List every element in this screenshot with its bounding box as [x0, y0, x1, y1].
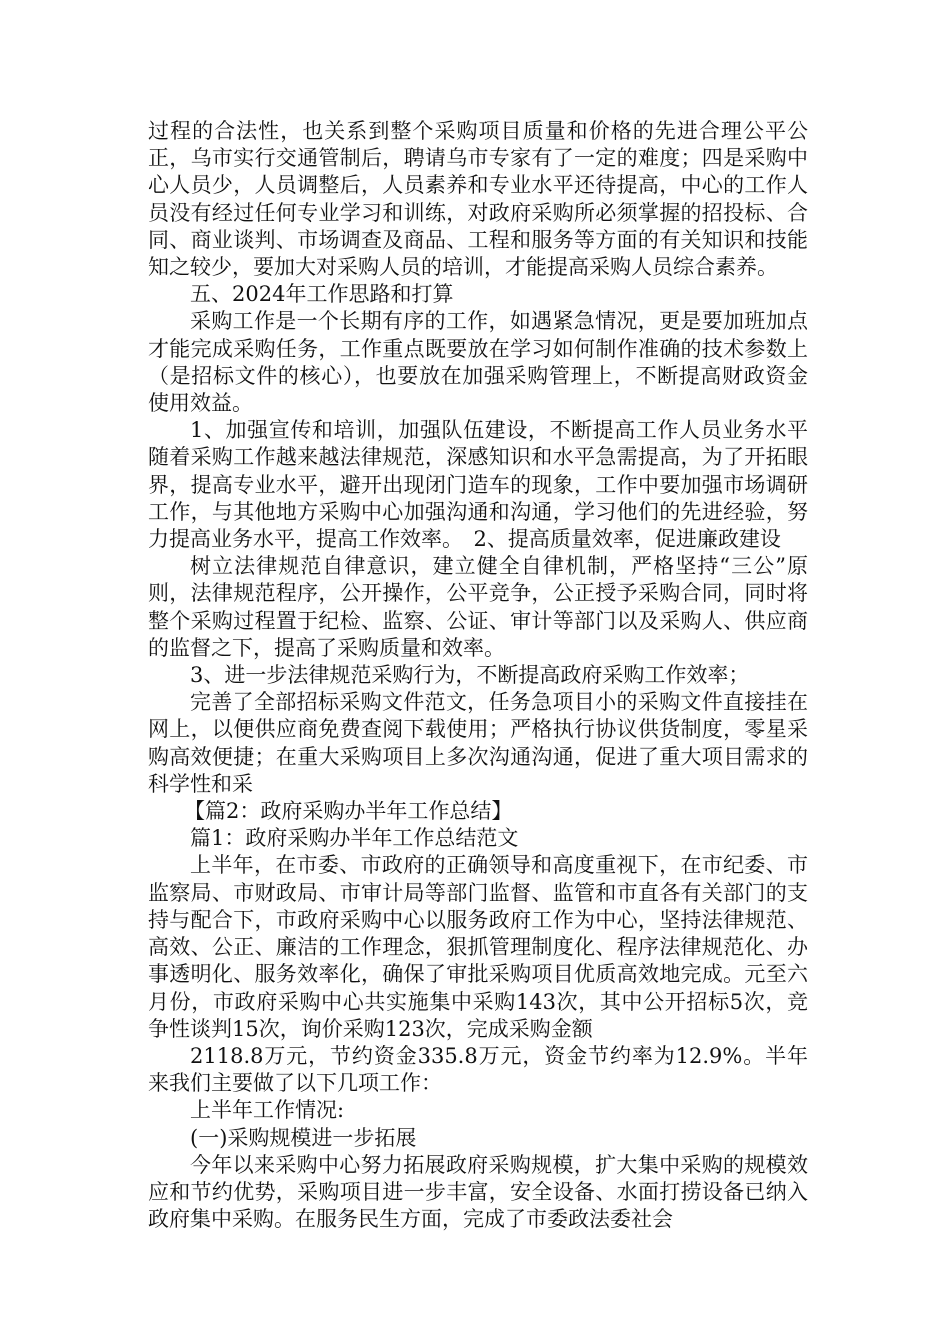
chapter-subheading-1: 篇1：政府采购办半年工作总结范文 [190, 826, 519, 851]
document-body [148, 118, 808, 1233]
section-heading-five: 五、2024年工作思路和打算 [190, 282, 454, 307]
paragraph-continuation: 过程的合法性，也关系到整个采购项目质量和价格的先进合理公平公正，乌市实行交通管制后，聘请乌市专家有了一定的难度；四是采购中心人员少，人员调整后，人员素养和专业水平还待提高，中心的工作人员没有经过任何专业学习和训练，对政府采购所必须掌握的招投标、合同、商业谈判、市场调查及商品、工程和服务等方面的有关知识和技能知之较少，要加大对采购人员的培训，才能提高采购人员综合素养。 [148, 119, 808, 280]
paragraph-first-half: 上半年，在市委、市政府的正确领导和高度重视下，在市纪委、市监察局、市财政局、市审计局等部门监督、监管和市直各有关部门的支持与配合下，市政府采购中心以服务政府工作为中心，坚持法律规范、高效、公正、廉洁的工作理念，狠抓管理制度化、程序法律规范化、办事透明化、服务效率化，确保了审批采购项目优质高效地完成。元至六月份，市政府采购中心共实施集中采购143次，其中公开招标5次，竞争性谈判15次，询价采购123次，完成采购金额 [148, 853, 808, 1041]
paragraph-procurement-docs: 完善了全部招标采购文件范文，任务急项目小的采购文件直接挂在网上，以便供应商免费查阅下载使用；严格执行协议供货制度，零星采购高效便捷；在重大采购项目上多次沟通沟通，促进了重大项目需求的科学性和采 [148, 690, 808, 796]
paragraph-item-3: 3、进一步法律规范采购行为，不断提高政府采购工作效率； [190, 663, 750, 688]
paragraph-integrity: 树立法律规范自律意识，建立健全自律机制，严格坚持“三公”原则，法律规范程序，公开操作，公平竞争，公正授予采购合同，同时将整个采购过程置于纪检、监察、公证、审计等部门以及采购人、供应商的监督之下，提高了采购质量和效率。 [148, 554, 808, 660]
paragraph-scale-expansion: 今年以来采购中心努力拓展政府采购规模，扩大集中采购的规模效应和节约优势，采购项目进一步丰富，安全设备、水面打捞设备已纳入政府集中采购。在服务民生方面，完成了市委政法委社会 [148, 1152, 808, 1232]
paragraph-item-1: 1、加强宣传和培训，加强队伍建设，不断提高工作人员业务水平 随着采购工作越来越法律规范，深感知识和水平急需提高，为了开拓眼界，提高专业水平，避开出现闭门造车的现象，工作中要加强市场调研工作，与其他地方采购中心加强沟通和沟通，学习他们的先进经验，努力提高业务水平，提高工作效率。 2、提高质量效率，促进廉政建设 [148, 418, 808, 552]
heading-first-half-status: 上半年工作情况: [190, 1098, 345, 1123]
paragraph-work-ideas: 采购工作是一个长期有序的工作，如遇紧急情况，更是要加班加点才能完成采购任务，工作重点既要放在学习如何制作准确的技术参数上（是招标文件的核心），也要放在加强采购管理上，不断提高财政资金使用效益。 [148, 309, 808, 416]
paragraph-amounts: 2118.8万元，节约资金335.8万元，资金节约率为12.9%。半年来我们主要做了以下几项工作： [148, 1043, 808, 1096]
chapter-heading-2: 【篇2：政府采购办半年工作总结】 [184, 799, 513, 824]
heading-scale-expansion: (一)采购规模进一步拓展 [190, 1125, 417, 1150]
